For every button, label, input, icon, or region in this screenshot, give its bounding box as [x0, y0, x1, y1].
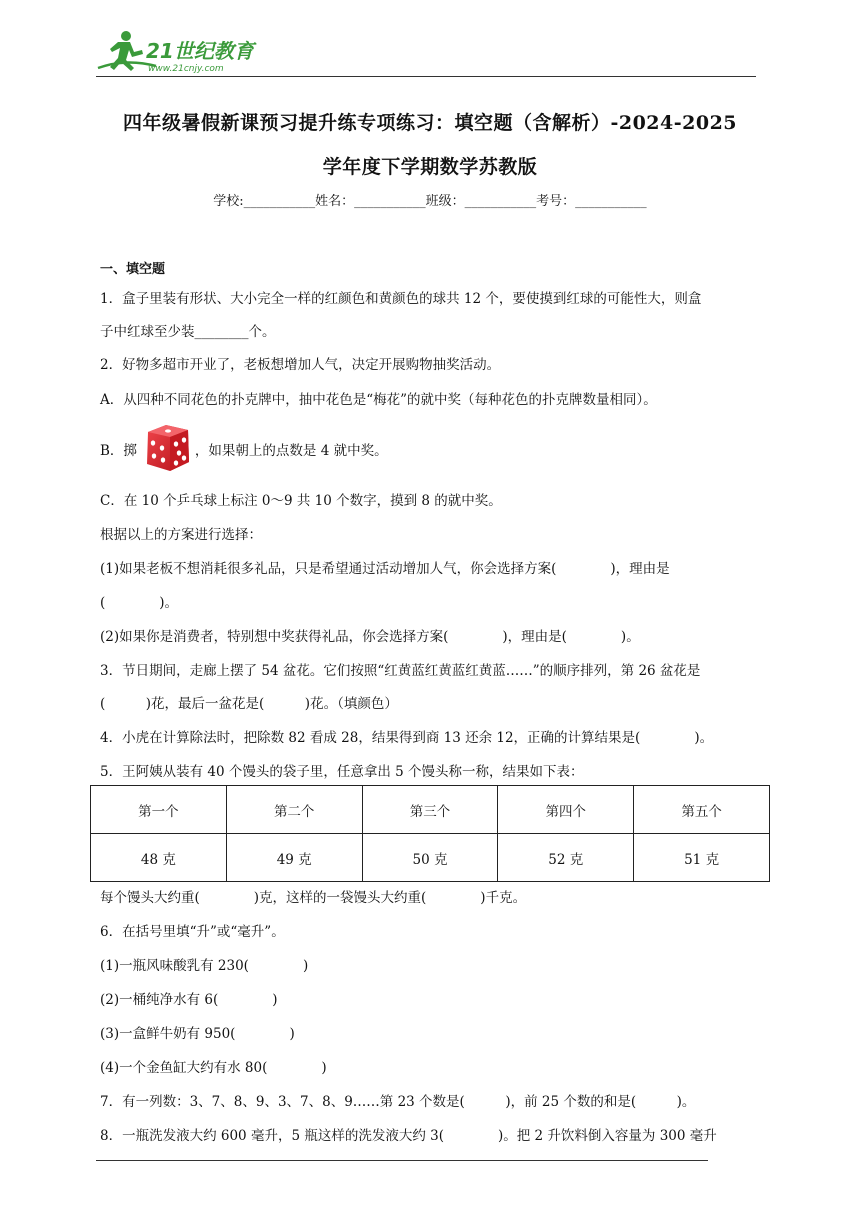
footer-divider — [96, 1160, 708, 1161]
table-cell: 49 克 — [226, 834, 362, 882]
page-title-line1: 四年级暑假新课预习提升练专项练习：填空题（含解析）-2024-2025 — [122, 112, 738, 134]
logo-url-text: www.21cnjy.com — [148, 64, 224, 74]
bun-weight-table — [90, 785, 770, 882]
student-info-line: 学校:___________姓名：___________班级：___________考号：___________ — [213, 194, 647, 209]
table-row — [91, 834, 770, 882]
question-line: A．从四种不同花色的扑克牌中，抽中花色是“梅花”的就中奖（每种花色的扑克牌数量相同）。 — [100, 392, 657, 408]
question-line: (2)一桶纯净水有 6( ) — [100, 992, 278, 1008]
section-heading: 一、填空题 — [100, 262, 166, 277]
table-cell: 51 克 — [634, 834, 770, 882]
question-line: 3．节日期间，走廊上摆了 54 盆花。它们按照“红黄蓝红黄蓝红黄蓝……”的顺序排列，第 26 盆花是 — [100, 663, 701, 679]
table-header-cell: 第二个 — [226, 786, 362, 834]
question-line: (4)一个金鱼缸大约有水 80( ) — [100, 1060, 327, 1076]
table-row — [91, 786, 770, 834]
logo-21cnjy — [96, 28, 266, 76]
runner-icon — [110, 31, 143, 71]
table-header-cell: 第三个 — [362, 786, 498, 834]
table-header-cell: 第四个 — [498, 786, 634, 834]
question-line: 6．在括号里填“升”或“毫升”。 — [100, 924, 285, 940]
table-cell: 48 克 — [91, 834, 227, 882]
question-line: 5．王阿姨从装有 40 个馒头的袋子里，任意拿出 5 个馒头称一称，结果如下表： — [100, 764, 584, 780]
question-line: 2．好物多超市开业了，老板想增加人气，决定开展购物抽奖活动。 — [100, 357, 501, 373]
line-b-suffix: ，如果朝上的点数是 4 就中奖。 — [194, 443, 388, 459]
question-line: (1)一瓶风味酸乳有 230( ) — [100, 958, 309, 974]
question-line: 每个馒头大约重( )克，这样的一袋馒头大约重( )千克。 — [100, 890, 527, 906]
question-line: (3)一盒鲜牛奶有 950( ) — [100, 1026, 295, 1042]
question-line: ( )。 — [100, 595, 179, 611]
question-line: 7．有一列数：3、7、8、9、3、7、8、9……第 23 个数是( )，前 25 个数的和是( )。 — [100, 1094, 696, 1110]
table-cell: 50 克 — [362, 834, 498, 882]
page-header — [96, 28, 756, 78]
page-title-line2: 学年度下学期数学苏教版 — [322, 156, 538, 178]
question-line: C．在 10 个乒乓球上标注 0～9 共 10 个数字，摸到 8 的就中奖。 — [100, 493, 502, 509]
line-b-prefix: B．掷 — [100, 443, 137, 459]
question-line: (1)如果老板不想消耗很多礼品，只是希望通过活动增加人气，你会选择方案( )，理由是 — [100, 561, 670, 577]
question-line: ( )花，最后一盆花是( )花。（填颜色） — [100, 696, 398, 712]
question-line: 1．盒子里装有形状、大小完全一样的红颜色和黄颜色的球共 12 个，要使摸到红球的可能性大，则盒 — [100, 291, 702, 307]
question-line: 8．一瓶洗发液大约 600 毫升，5 瓶这样的洗发液大约 3( )。把 2 升饮料倒入容量为 300 毫升 — [100, 1128, 717, 1144]
table-header-cell: 第一个 — [91, 786, 227, 834]
question-line: 子中红球至少装________个。 — [100, 324, 276, 340]
question-line: (2)如果你是消费者，特别想中奖获得礼品，你会选择方案( )，理由是( )。 — [100, 629, 640, 645]
table-header-cell: 第五个 — [634, 786, 770, 834]
dice-icon — [142, 422, 194, 474]
question-line: 根据以上的方案进行选择： — [100, 527, 262, 543]
logo-main-text: 21世纪教育 — [146, 39, 254, 63]
header-divider — [96, 76, 756, 77]
table-cell: 52 克 — [498, 834, 634, 882]
question-line: 4．小虎在计算除法时，把除数 82 看成 28，结果得到商 13 还余 12，正确的计算结果是( )。 — [100, 730, 714, 746]
